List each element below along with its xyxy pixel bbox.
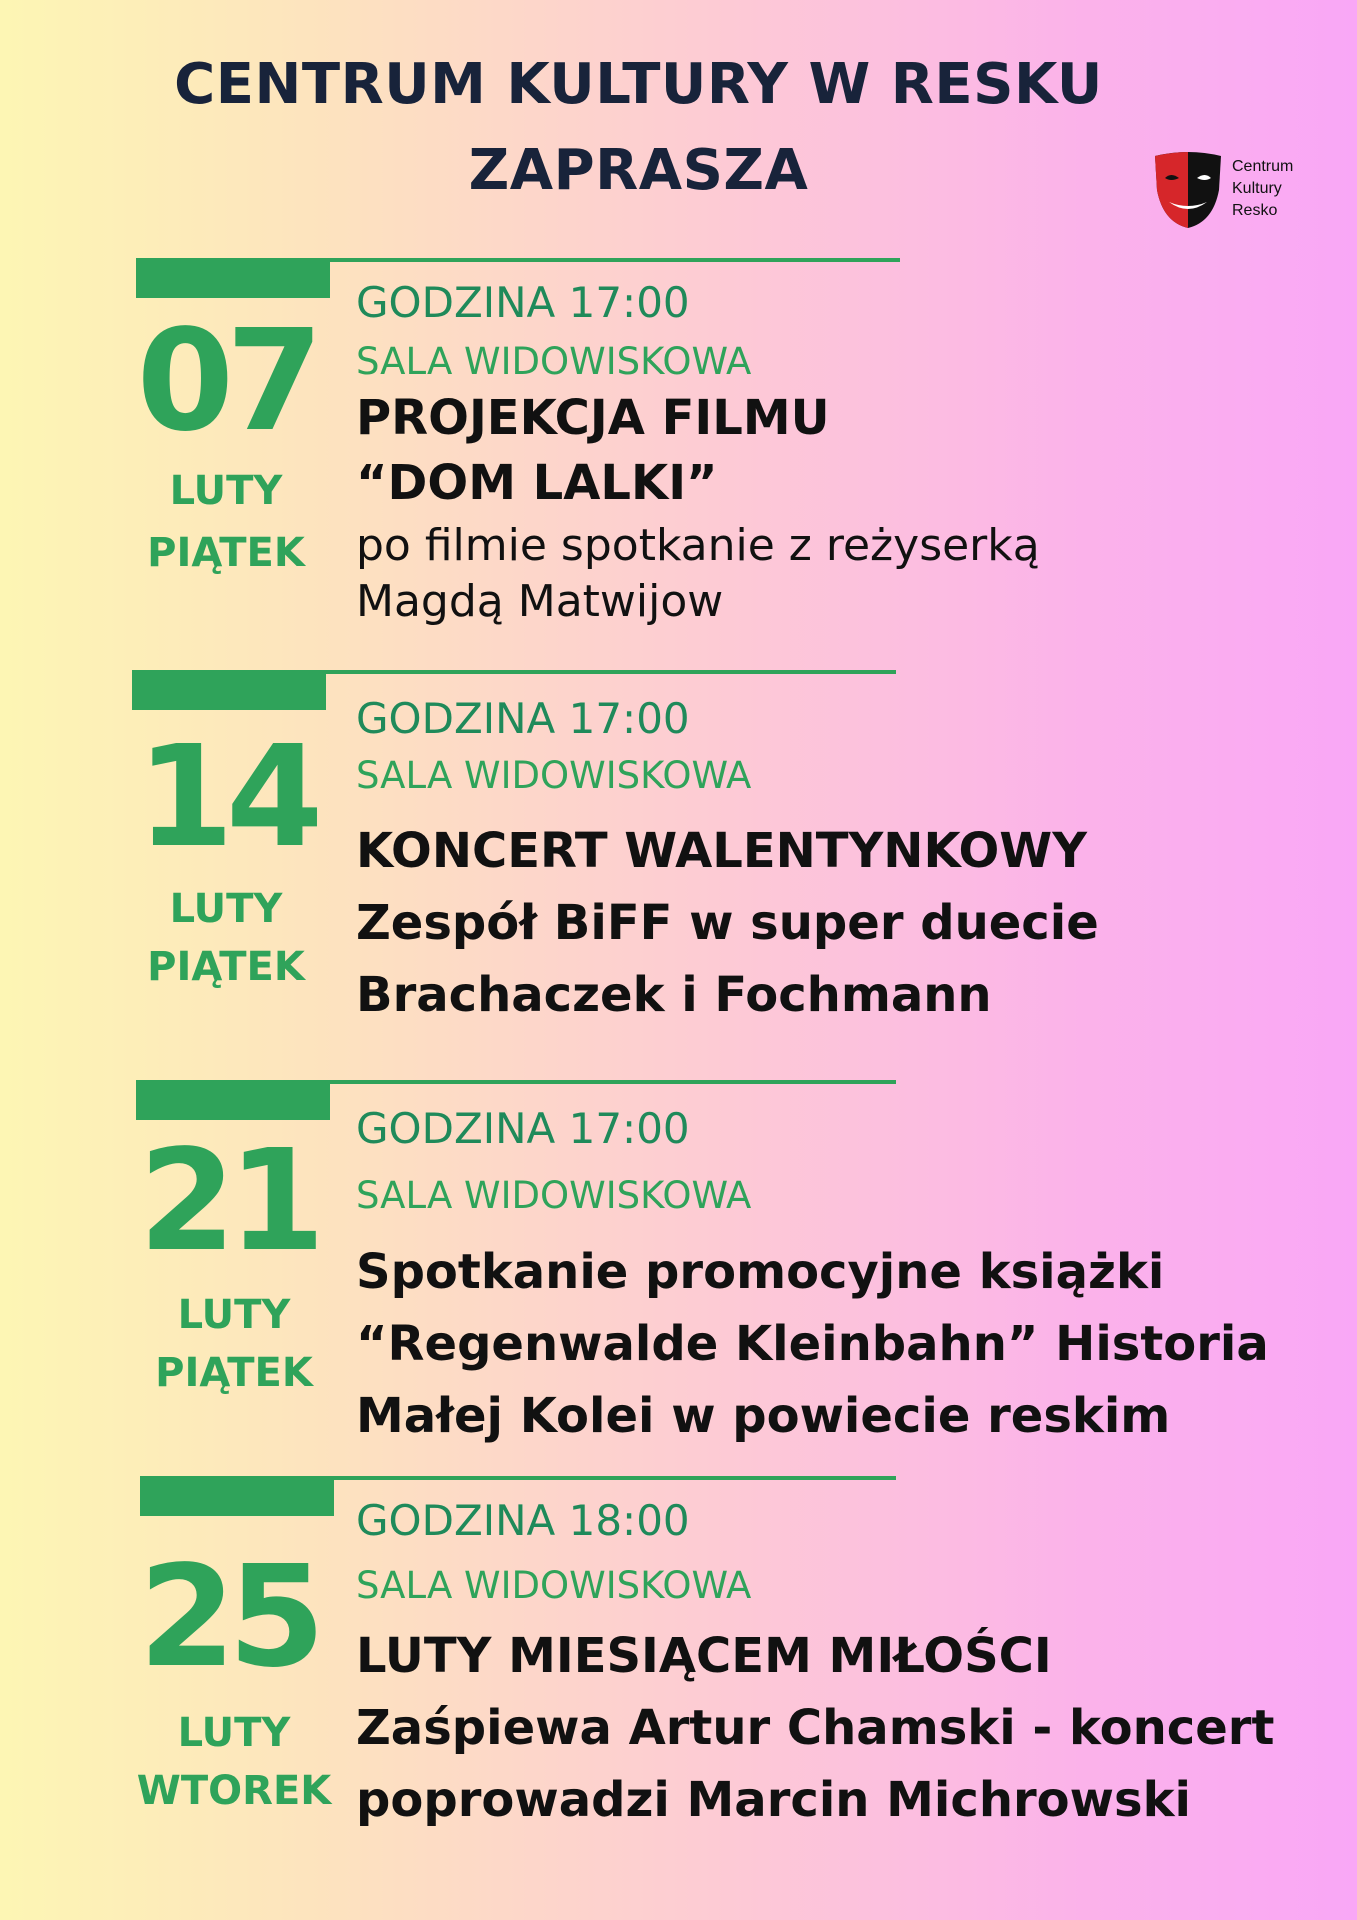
event-venue: SALA WIDOWISKOWA <box>356 1564 752 1607</box>
logo-line: Kultury <box>1232 180 1282 197</box>
event-time: GODZINA 17:00 <box>356 694 690 743</box>
poster-title-line2: ZAPRASZA <box>468 138 809 203</box>
event-venue: SALA WIDOWISKOWA <box>356 340 752 383</box>
divider-rule <box>326 670 896 674</box>
event-weekday: PIĄTEK <box>155 1350 313 1396</box>
event-description: po filmie spotkanie z reżyserką <box>356 520 1040 571</box>
event-day: 25 <box>138 1536 318 1699</box>
event-description: Magdą Matwijow <box>356 576 724 627</box>
divider-rule <box>334 1476 896 1480</box>
event-title: KONCERT WALENTYNKOWY <box>356 823 1087 879</box>
logo-line: Centrum <box>1232 158 1294 175</box>
event-day: 21 <box>138 1120 318 1283</box>
event-title: poprowadzi Marcin Michrowski <box>356 1772 1191 1828</box>
event-venue: SALA WIDOWISKOWA <box>356 1174 752 1217</box>
event-weekday: PIĄTEK <box>147 944 305 990</box>
event-weekday: WTOREK <box>136 1768 332 1814</box>
event-title: Zespół BiFF w super duecie <box>356 895 1099 951</box>
event-time: GODZINA 17:00 <box>356 278 690 327</box>
event-day: 07 <box>136 300 316 463</box>
event-weekday: PIĄTEK <box>147 530 305 576</box>
event-day: 14 <box>136 716 316 879</box>
logo-text <box>1232 156 1293 222</box>
date-bar <box>136 1080 330 1120</box>
theater-mask-icon <box>1153 150 1223 230</box>
event-title: LUTY MIESIĄCEM MIŁOŚCI <box>356 1628 1052 1684</box>
event-title: Spotkanie promocyjne książki <box>356 1244 1165 1300</box>
event-month: LUTY <box>169 468 283 514</box>
event-time: GODZINA 18:00 <box>356 1496 690 1545</box>
event-month: LUTY <box>177 1710 291 1756</box>
poster-title-line1: CENTRUM KULTURY W RESKU <box>174 52 1103 117</box>
date-bar <box>132 670 326 710</box>
event-title: Małej Kolei w powiecie reskim <box>356 1388 1171 1444</box>
event-title: Brachaczek i Fochmann <box>356 967 992 1023</box>
event-title: Zaśpiewa Artur Chamski - koncert <box>356 1700 1275 1756</box>
event-venue: SALA WIDOWISKOWA <box>356 754 752 797</box>
date-bar <box>136 258 330 298</box>
logo-line: Resko <box>1232 202 1278 219</box>
event-month: LUTY <box>177 1292 291 1338</box>
event-title: “DOM LALKI” <box>356 455 718 511</box>
event-title: PROJEKCJA FILMU <box>356 390 830 446</box>
date-bar <box>140 1476 334 1516</box>
divider-rule <box>330 258 900 262</box>
event-time: GODZINA 17:00 <box>356 1104 690 1153</box>
event-title: “Regenwalde Kleinbahn” Historia <box>356 1316 1269 1372</box>
divider-rule <box>330 1080 896 1084</box>
event-month: LUTY <box>169 886 283 932</box>
